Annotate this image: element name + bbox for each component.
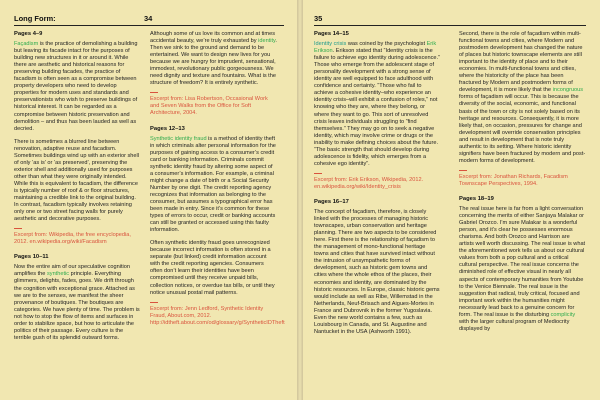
header-rule [314,25,586,26]
excerpt-note[interactable]: Excerpt from: Jenn Ledford, Synthetic Identity Fraud, About.com, 2012. http://idtheft.about.com/od/glossary/g/SyntheticIDTheft [150,302,277,327]
paragraph: Often synthetic identity fraud goes unrecognized because incorrect information is often stored in a separate (but linked) credit information account with the credit reporting agencies. Consumers often don’t learn their identities have been compromised until they receive unpaid bills, collection notices, or overdue tax bills, or until they notice unusual postal mail patterns. [150,240,275,296]
excerpt-note[interactable]: Excerpt from: Lisa Robertson, Occasional Work and Seven Walks from the Office for Soft Architecture, 2004. [150,92,277,117]
left-page [0,0,297,400]
right-page [303,0,600,400]
term-highlight: complicity [550,311,576,318]
paragraph: Synthetic identity fraud is a method of identity theft in which criminals alter personal information for the purposes of gaining access to a consumer’s credit card or banking information. Criminals commit synthetic identity fraud by altering some aspect of a consumer’s information. For example, a criminal might change a date of birth or a Social Security Number by one digit. The credit reporting agency recognizes that information as belonging to the consumer, but assumes a typographical error has been made in entry. Since it’s common for these types of errors to occur, credit or banking accounts can still be granted or accessed using this faulty information. [150,135,276,234]
right-page-number: 35 [314,14,323,23]
term-highlight: synthetic [46,271,70,278]
paragraph: Identity crisis was coined by the psychologist Erik Erikson. Erikson stated that “Identity crisis is the failure to achieve ego identity during adolescence.” Those who emerge from the adolescent stage of personality development with a strong sense of identity are well equipped to face adulthood with confidence and certainty. “Those who fail to achieve a cohesive identity–who experience an identity crisis–will exhibit a confusion of roles,” not knowing who they are, where they belong, or where they want to go. This sort of unresolved crisis leaves individuals struggling to “find themselves.” They may go on to seek a negative identity, which may involve crime or drugs or the inability to make defining choices about the future. “The basic strength that should develop during adolescence is fidelity, which emerges from a cohesive ego identity”. [314,41,440,167]
section-label: Pages 16–17 [314,198,349,205]
paragraph: There is sometimes a blurred line between renovation, adaptive reuse and facadism. Sometimes buildings wind up with an exterior shell of only ‘as is’ or ‘as preserved’, preserving the exterior shell and additionally used for purposes other than what they were originally intended. While this is equivalent to facadism, the difference is typically number of roof & or floor structures, maintaining a credible link to the original building. In contrast, facadism typically involves retaining only one or two street facing walls for purely aesthetic and decorative purposes. [14,138,139,223]
term-highlight: Identity crisis [314,41,347,48]
excerpt-note[interactable]: Excerpt from: Jonathan Richards, Facadism Townscape Perspectives, 1994. [459,170,586,188]
excerpt-note[interactable]: Excerpt from: Erik Erikson, Wikipedia, 2012. en.wikipedia.org/wiki/Identity_crisis [314,173,441,191]
excerpt-note[interactable]: Excerpt from: Wikipedia, the free encyclopedia, 2012. en.wikipedia.org/wiki/Facadism [14,228,141,246]
left-column-1 [14,31,141,348]
paragraph: Now the entire aim of our speculative cognition amplifies the synthetic principle. Everything glimmers, delights, fades, goes. We drift through the cognition with exceptional grace. Attached as we are to the senses, we manifest the sheer provenance of boutiques. The boutiques are categories. We have plenty of time. The problem is not how to stop the flow of items and surfaces in order to stabilize space, but how to articulate the politics of their passage. Every culture is the terrible gush of its splendid outward forms. [14,264,140,341]
term-highlight: identity [258,38,276,45]
right-column-1 [314,31,441,342]
section-label: Pages 4–9 [14,31,43,37]
term-highlight: Façadism [14,41,39,48]
paragraph: The real issue here is far from a light conversation concerning the merits of either Sanjaya Malakar or Gabriel Orozco. I’m sure Malakar is a wonderful person, and it’s clear he possesses enormous charisma. And both Orozco and Harrison are artists well worth discussing. The real issue is what the aforementioned work tells us about our cultural values from both a pop cultural and a critical cultural perspective. The real issue concerns the diminished role of effective visual in nearly all aspects of contemporary humanities from Youtube to the Venice Biennale. The real issue is the suggestion that radical, truly critical, focused and important work within the humanities might necessarily lead back to a genuine concern for form. The real issue is the disturbing complicity with the larger cultural program of Mediocrity displayed by [459,206,586,332]
right-column-2 [459,31,586,339]
term-highlight: incongruous [552,87,584,94]
section-label: Pages 10–11 [14,254,49,261]
term-highlight: Synthetic identity fraud [150,135,207,142]
left-page-number: 34 [144,14,153,23]
paragraph: Although some of us love its common and at times accidental beauty, we’re truly exhausted by identity. Then we sink to the ground and demand to be entertained. We want to design new lives for you because we are hungry for imprudent, sensational, immodest, revolutionary public gorgeousness. We need dignity and texture and fountains. What is the structure of freedom? It is entirely synthetic. [150,31,277,87]
name-highlight: Erik Erikson [314,41,437,55]
section-label: Pages 14–15 [314,31,349,37]
header-rule [14,25,284,26]
paragraph: Second, there is the role of façadism within multi-functional towns and cities, where Modern and postmodern development has changed the nature of places but historic townscape elements are still important to the identity of place and to their economies. In multi-functional towns and cities, where the historicity of the place has been fractured by Modern and postmodern forms of development, it is more likely that the incongruous forms of façadism will occur. This is because the diversity of the social, economic, and functional basis of the town or city is not solely based on its heritage and resources. Consequently, it is more likely that, on occasion, pressures for change and development will override conservation principles and result in development that is note truly authentic to its setting. Where historic identity signifiers have been fractured by modern and post-modern forms of development. [459,31,586,164]
running-head-title: Long Form: [14,14,56,23]
left-column-2 [150,31,285,335]
paragraph: The concept of façadism, therefore, is closely linked with the processes of managing historic townscapes, urban conservation and heritage planning. There are two aspects to be considered here. First there is the relationship of façadism to the management of mono-functional heritage towns and cities that have survived intact without the intrusion of unsympathetic forms of development, such as historic gem towns and cities where the whole ethos of the places, their economies and identity, are dominated by the historic resources. In Europe, classic historic gems would include as well as Ribe, Willemstad in the Netherlands, Neuf-Brisach and Aigues-Mortes in France and Dubrovnik in the former Yugoslavia. Even the new world contains a few, such as Louisbourg in Canada, and St. Augustine and Nantucket in the USA (Ashworth 1991). [314,209,440,335]
paragraph: Façadism is the practice of demolishing a building but leaving its facade intact for the purposes of building new structures in it or around it. While there are aesthetic and historical reasons for preserving building facades, the practice of facadism is often seen as a compromise between property developers who need to develop properties for modern uses and standards and preservationists who wish to preserve buildings of historical interest. It can be regarded as a compromise between historic preservation and demolition – and thus has been lauded as well as decried. [14,41,138,132]
section-label: Pages 12–13 [150,125,185,132]
section-label: Pages 18–19 [459,195,494,202]
